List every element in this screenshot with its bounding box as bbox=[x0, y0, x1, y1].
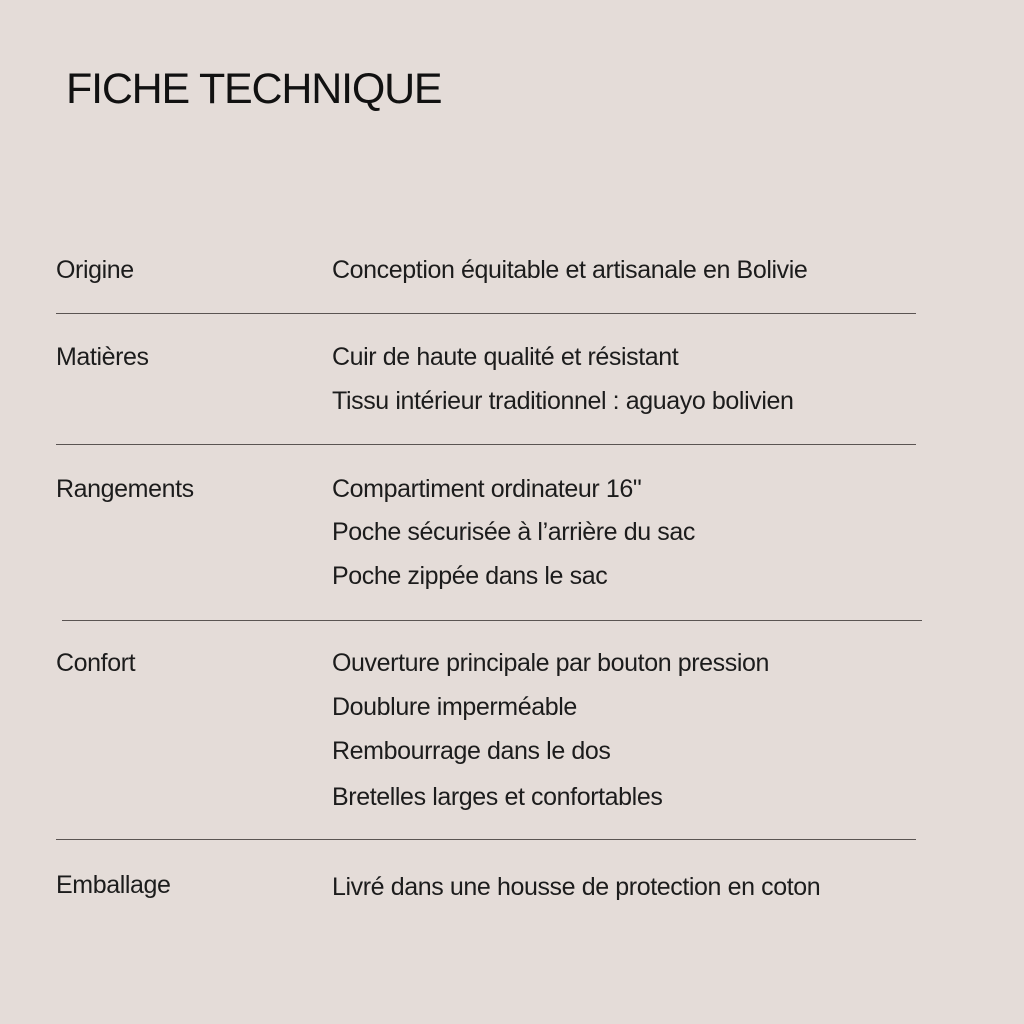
row-label-emballage: Emballage bbox=[56, 871, 171, 899]
page-title: FICHE TECHNIQUE bbox=[66, 65, 442, 113]
row-value-confort-1: Ouverture principale par bouton pression bbox=[332, 649, 770, 677]
row-value-matieres-1: Cuir de haute qualité et résistant bbox=[332, 343, 679, 371]
row-value-rangements-3: Poche zippée dans le sac bbox=[332, 562, 608, 590]
row-label-confort: Confort bbox=[56, 649, 136, 677]
row-value-origine-1: Conception équitable et artisanale en Bolivie bbox=[332, 256, 808, 284]
divider bbox=[56, 313, 916, 314]
row-value-confort-2: Doublure imperméable bbox=[332, 693, 577, 721]
row-value-emballage-1: Livré dans une housse de protection en coton bbox=[332, 873, 821, 901]
row-label-rangements: Rangements bbox=[56, 475, 194, 503]
divider bbox=[56, 839, 916, 840]
row-value-confort-3: Rembourrage dans le dos bbox=[332, 737, 611, 765]
row-value-confort-4: Bretelles larges et confortables bbox=[332, 783, 663, 811]
row-value-rangements-2: Poche sécurisée à l’arrière du sac bbox=[332, 518, 695, 546]
divider bbox=[56, 444, 916, 445]
row-label-origine: Origine bbox=[56, 256, 134, 284]
row-value-rangements-1: Compartiment ordinateur 16" bbox=[332, 475, 642, 503]
divider bbox=[62, 620, 922, 621]
row-label-matieres: Matières bbox=[56, 343, 149, 371]
row-value-matieres-2: Tissu intérieur traditionnel : aguayo bolivien bbox=[332, 387, 794, 415]
